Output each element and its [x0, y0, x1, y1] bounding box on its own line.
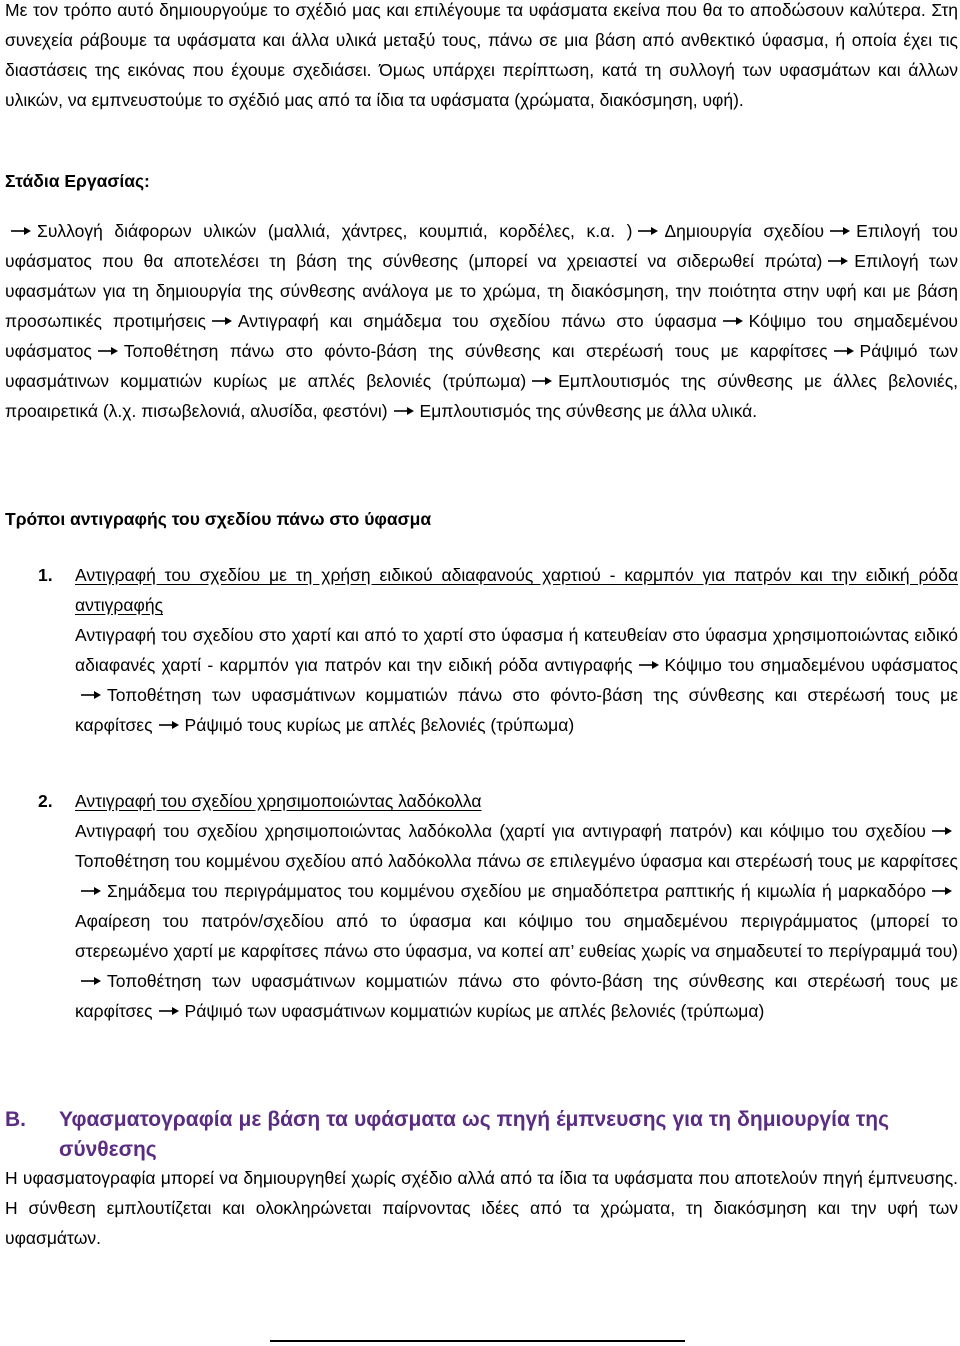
stages-heading: Στάδια Εργασίας:: [5, 171, 150, 191]
method-step: Σημάδεμα του περιγράμματος του κομμένου σχεδίου με σημαδόπετρα ραπτικής ή κιμωλία ή μαρκαδόρο: [107, 881, 926, 901]
footer-divider: [270, 1340, 685, 1342]
arrow-right-icon: [637, 225, 659, 237]
method-step: Τοποθέτηση του κομμένου σχεδίου από λαδόκολλα πάνω σε επιλεγμένο ύφασμα και στερέωσή τους με καρφίτσες: [75, 851, 958, 871]
method-1-body: [75, 560, 958, 740]
section-b-letter: B.: [5, 1108, 26, 1131]
section-b-title: Υφασματογραφία με βάση τα υφάσματα ως πηγή έμπνευσης για τη δημιουργία της σύνθεσης: [59, 1108, 889, 1161]
arrow-right-icon: [80, 689, 102, 701]
methods-heading: Τρόποι αντιγραφής του σχεδίου πάνω στο ύφασμα: [5, 509, 432, 529]
arrow-right-icon: [80, 885, 102, 897]
stage-step: Δημιουργία σχεδίου: [664, 221, 825, 241]
arrow-right-icon: [829, 225, 851, 237]
arrow-right-icon: [158, 719, 180, 731]
method-step: Αντιγραφή του σχεδίου στο χαρτί και από το χαρτί στο ύφασμα ή κατευθείαν στο ύφασμα χρησιμοποιώντας ειδικό αδιαφανές χαρτί - καρμπόν για πατρόν και την ειδική ρόδα αντιγραφής: [75, 625, 958, 675]
arrow-right-icon: [931, 885, 953, 897]
method-step: Ράψιμό τους κυρίως με απλές βελονιές (τρύπωμα): [184, 715, 575, 735]
arrow-right-icon: [827, 255, 849, 267]
stage-step: Τοποθέτηση πάνω στο φόντο-βάση της σύνθεσης και στερέωσή τους με καρφίτσες: [123, 341, 828, 361]
stage-step: Συλλογή διάφορων υλικών (μαλλιά, χάντρες, κουμπιά, κορδέλες, κ.α. ): [37, 221, 633, 241]
arrow-right-icon: [80, 975, 102, 987]
arrow-right-icon: [722, 315, 744, 327]
method-title: Αντιγραφή του σχεδίου χρησιμοποιώντας λαδόκολλα: [75, 791, 482, 811]
method-step: Τοποθέτηση των υφασμάτινων κομματιών πάνω στο φόντο-βάση της σύνθεσης και στερέωσή τους με καρφίτσες: [75, 685, 958, 735]
stage-step: Επιλογή του υφάσματος που θα αποτελέσει τη βάση της σύνθεσης (μπορεί να χρειαστεί να σιδερωθεί πρώτα): [5, 221, 958, 271]
method-2-number: 2.: [38, 791, 53, 811]
arrow-right-icon: [638, 659, 660, 671]
arrow-right-icon: [10, 225, 32, 237]
arrow-right-icon: [833, 345, 855, 357]
method-step: Αντιγραφή του σχεδίου χρησιμοποιώντας λαδόκολλα (χαρτί για αντιγραφή πατρόν) και κόψιμο του σχεδίου: [75, 821, 926, 841]
stage-step: Επιλογή των υφασμάτων για τη δημιουργία της σύνθεσης ανάλογα με το χρώμα, τη διακόσμηση, την ποιότητα στην υφή και με βάση προσωπικές προτιμήσεις: [5, 251, 958, 331]
section-b-heading: [5, 1105, 905, 1167]
arrow-right-icon: [211, 315, 233, 327]
method-step: Ράψιμό των υφασμάτινων κομματιών κυρίως με απλές βελονιές (τρύπωμα): [184, 1001, 765, 1021]
stage-step: Αντιγραφή και σημάδεμα του σχεδίου πάνω στο ύφασμα: [237, 311, 717, 331]
stage-step: Εμπλουτισμός της σύνθεσης με άλλες βελονιές, προαιρετικά (λ.χ. πισωβελονιά, αλυσίδα, φεστόνι): [5, 371, 958, 421]
stage-step: Κόψιμο του σημαδεμένου υφάσματος: [5, 311, 958, 361]
arrow-right-icon: [393, 405, 415, 417]
method-step: Κόψιμο του σημαδεμένου υφάσματος: [664, 655, 958, 675]
method-step: Τοποθέτηση των υφασμάτινων κομματιών πάνω στο φόντο-βάση της σύνθεσης και στερέωσή τους με καρφίτσες: [75, 971, 958, 1021]
stage-step: Εμπλουτισμός της σύνθεσης με άλλα υλικά.: [419, 401, 758, 421]
arrow-right-icon: [931, 825, 953, 837]
arrow-right-icon: [158, 1005, 180, 1017]
intro-paragraph: Με τον τρόπο αυτό δημιουργούμε το σχέδιό μας και επιλέγουμε τα υφάσματα εκείνα που θα το αποδώσουν καλύτερα. Στη συνεχεία ράβουμε τα υφάσματα και άλλα υλικά μεταξύ τους, πάνω σε μια βάση από ανθεκτικό ύφασμα, ή οποία έχει τις διαστάσεις της εικόνας που έχουμε σχεδιάσει. Όμως υπάρχει περίπτωση, κατά τη συλλογή των υφασμάτων και άλλων υλικών, να εμπνευστούμε το σχέδιό μας από τα ίδια τα υφάσματα (χρώματα, διακόσμηση, υφή).: [5, 0, 958, 110]
stage-step: Ράψιμό των υφασμάτινων κομματιών κυρίως με απλές βελονιές (τρύπωμα): [5, 341, 958, 391]
section-b-body: Η υφασματογραφία μπορεί να δημιουργηθεί χωρίς σχέδιο αλλά από τα ίδια τα υφάσματα που αποτελούν πηγή έμπνευσης. Η σύνθεση εμπλουτίζεται και ολοκληρώνεται παίρνοντας ιδέες από τα χρώματα, τη διακόσμηση και την υφή των υφασμάτων.: [5, 1168, 958, 1248]
arrow-right-icon: [97, 345, 119, 357]
method-step: Αφαίρεση του πατρόν/σχεδίου από το ύφασμα και κόψιμο του σημαδεμένου περιγράμματος (μπορεί το στερεωμένο χαρτί με καρφίτσες πάνω στο ύφασμα, να κοπεί απ’ ευθείας χωρίς να σημαδευτεί το περίγραμμά του): [75, 911, 958, 961]
arrow-right-icon: [531, 375, 553, 387]
method-2-body: [75, 786, 958, 1026]
method-1-number: 1.: [38, 565, 53, 585]
method-title: Αντιγραφή του σχεδίου με τη χρήση ειδικού αδιαφανούς χαρτιού - καρμπόν για πατρόν και την ειδική ρόδα αντιγραφής: [75, 565, 958, 615]
stages-flow: [5, 216, 958, 426]
